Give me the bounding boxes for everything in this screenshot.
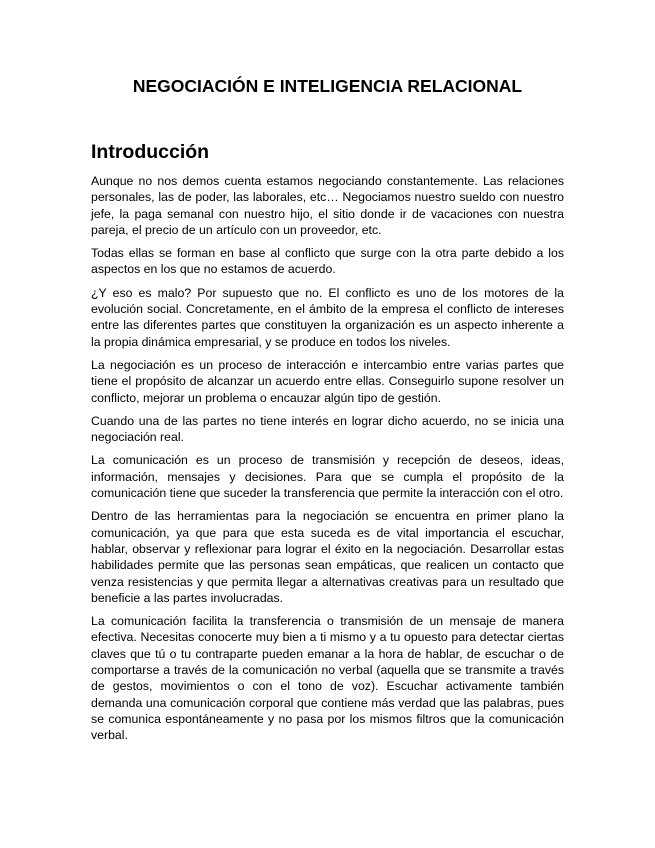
- paragraph: La negociación es un proceso de interacción e intercambio entre varias partes que tiene el propósito de alcanzar un acuerdo entre ellas. Conseguirlo supone resolver un conflicto, mejorar un problema o encauzar algún tipo de gestión.: [91, 357, 564, 405]
- paragraph: Dentro de las herramientas para la negociación se encuentra en primer plano la comunicación, ya que para que esta suceda es de vital importancia el escuchar, hablar, observar y reflexionar para lograr el éxito en la negociación. Desarrollar estas habilidades permite que las personas sean empáticas, que realicen un contacto que venza resistencias y que permita llegar a alternativas creativas para un resultado que beneficie a las partes involucradas.: [91, 509, 564, 605]
- section-heading-introduccion: Introducción: [91, 141, 210, 163]
- paragraph: Todas ellas se forman en base al conflicto que surge con la otra parte debido a los aspectos en los que no estamos de acuerdo.: [91, 246, 564, 277]
- paragraph: ¿Y eso es malo? Por supuesto que no. El conflicto es uno de los motores de la evolución social. Concretamente, en el ámbito de la empresa el conflicto de intereses entre las diferentes partes que constituyen la organización es un aspecto inherente a la propia dinámica empresarial, y se produce en todos los niveles.: [91, 285, 564, 349]
- paragraph: La comunicación facilita la transferencia o transmisión de un mensaje de manera efectiva. Necesitas conocerte muy bien a ti mismo y a tu opuesto para detectar ciertas claves que tú o tu contraparte pueden emanar a la hora de hablar, de escuchar o de comportarse a través de la comunicación no verbal (aquella que se transmite a través de gestos, movimientos o con el tono de voz). Escuchar activamente también demanda una comunicación corporal que contiene más verdad que las palabras, pues se comunica espontáneamente y no pasa por los mismos filtros que la comunicación verbal.: [91, 614, 564, 743]
- paragraph: La comunicación es un proceso de transmisión y recepción de deseos, ideas, información, mensajes y decisiones. Para que se cumpla el propósito de la comunicación tiene que suceder la transferencia que permite la interacción con el otro.: [91, 453, 564, 501]
- paragraph: Cuando una de las partes no tiene interés en lograr dicho acuerdo, no se inicia una negociación real.: [91, 413, 564, 445]
- paragraph: Aunque no nos demos cuenta estamos negociando constantemente. Las relaciones personales, las de poder, las laborales, etc… Negociamos nuestro sueldo con nuestro jefe, la paga semanal con nuestro hijo, el sitio donde ir de vacaciones con nuestra pareja, el precio de un artículo con un proveedor, etc.: [91, 174, 564, 237]
- document-title: NEGOCIACIÓN E INTELIGENCIA RELACIONAL: [132, 76, 523, 96]
